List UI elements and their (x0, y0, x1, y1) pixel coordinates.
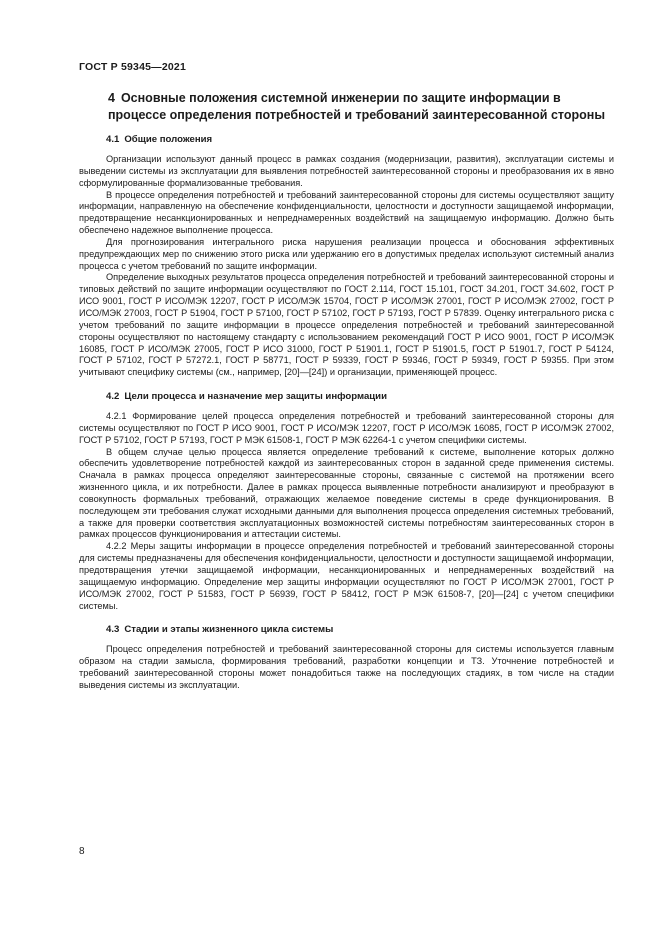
paragraph: В общем случае целью процесса является определение требований к системе, выполнение которых должно обеспечить удовлетворение потребностей каждой из заинтересованных сторон в заданной среде применения системы. Сначала в рамках процесса определяют заинтересованные стороны, связанные с системой на протяжении всего жизненного цикла, и их потребности. Далее в рамках процесса выявленные потребности анализируют и преобразуют в совокупность формальных требований, отражающих желаемое поведение системы в среде функционирования. В последующем эти требования служат исходными данными для выполнения процесса определения системных требований, а также для проверки соответствия эксплуатационных возможностей системы потребностям заинтересованных сторон в рамках процессов функционирования и аттестации системы. (79, 446, 614, 540)
subsection-title: Цели процесса и назначение мер защиты информации (124, 391, 387, 403)
paragraph: Для прогнозирования интегрального риска нарушения реализации процесса и обоснования эффективных предупреждающих мер по снижению этого риска или удержанию его в допустимых пределах используют системный анализ процесса с учетом требований по защите информации. (79, 236, 614, 271)
paragraph: Организации используют данный процесс в рамках создания (модернизации, развития), эксплуатации системы и выведении системы из эксплуатации для выявления потребностей заинтересованной стороны и преобразования их в явно сформулированные формализованные требования. (79, 154, 614, 188)
section-number: 4 (108, 91, 115, 105)
subsection-title: Общие положения (124, 134, 213, 145)
document-header: ГОСТ Р 59345—2021 (79, 61, 187, 73)
paragraph: 4.2.1 Формирование целей процесса определения потребностей и требований заинтересованной стороны для системы осуществляют по ГОСТ Р ИСО 9001, ГОСТ Р ИСО/МЭК 12207, ГОСТ Р ИСО/МЭК 16085, ГОСТ Р ИСО/МЭК 27002, ГОСТ Р 57102, ГОСТ Р 57193, ГОСТ Р МЭК 61508-1, ГОСТ Р МЭК 62264-1 с учетом специфики системы. (79, 411, 614, 445)
section-title-text: Основные положения системной инженерии по защите информации в процессе определения потребностей и требований заинтересованной стороны (108, 91, 605, 122)
paragraph: 4.2.2 Меры защиты информации в процессе определения потребностей и требований заинтересованной стороны для системы предназначены для обеспечения конфиденциальности, целостности и доступности защищаемой информации, предотвращения утечки защищаемой информации, несанкционированных и непреднамеренных воздействий на защищаемую информацию. Определение мер защиты информации осуществляют по ГОСТ Р ИСО/МЭК 27001, ГОСТ Р ИСО/МЭК 27002, ГОСТ Р 51583, ГОСТ Р 56939, ГОСТ Р 58412, ГОСТ Р МЭК 61508-7, [20]—[24] с учетом специфики системы. (79, 541, 614, 611)
subsection-heading-4-1 (106, 134, 614, 146)
subsection-title: Стадии и этапы жизненного цикла системы (124, 624, 334, 636)
subsection-number: 4.2 (106, 391, 120, 403)
subsection-number: 4.1 (106, 134, 120, 145)
document-body (79, 90, 614, 692)
subsection-heading-4-3 (106, 624, 614, 636)
subsection-number: 4.3 (106, 624, 120, 636)
paragraph: В процессе определения потребностей и требований заинтересованной стороны для системы осуществляют защиту информации, направленную на обеспечение конфиденциальности, целостности и доступности защищаемой информации, предотвращение несанкционированных и непреднамеренных воздействий на защищаемую информацию. Должно быть обеспечено надежное выполнение процесса. (79, 189, 614, 236)
page-number: 8 (79, 846, 85, 857)
paragraph: Процесс определения потребностей и требований заинтересованной стороны для системы используется главным образом на стадии замысла, формирования требований, разработки концепции и ТЗ. Уточнение потребностей и требований заинтересованной стороны может понадобиться также на последующих стадиях, в том числе на стадии выведения системы из эксплуатации. (79, 644, 614, 690)
section-title (108, 90, 614, 123)
paragraph: Определение выходных результатов процесса определения потребностей и требований заинтересованной стороны и типовых действий по защите информации осуществляют по ГОСТ 2.114, ГОСТ 15.101, ГОСТ 34.201, ГОСТ 34.602, ГОСТ Р ИСО 9001, ГОСТ Р ИСО/МЭК 12207, ГОСТ Р ИСО/МЭК 15704, ГОСТ Р ИСО/МЭК 27001, ГОСТ Р ИСО/МЭК 27002, ГОСТ Р ИСО/МЭК 27003, ГОСТ Р 51904, ГОСТ Р 57100, ГОСТ Р 57102, ГОСТ Р 57193, ГОСТ Р 57839. Оценку интегрального риска с учетом требований по защите информации в процессе определения потребностей и требований заинтересованной стороны осуществляют по настоящему стандарту с использованием рекомендаций ГОСТ Р ИСО 9001, ГОСТ Р ИСО/МЭК 16085, ГОСТ Р ИСО/МЭК 27005, ГОСТ Р ИСО 31000, ГОСТ Р 51901.1, ГОСТ Р 51901.5, ГОСТ Р 51901.7, ГОСТ Р 54124, ГОСТ Р 57102, ГОСТ Р 57272.1, ГОСТ Р 58771, ГОСТ Р 59339, ГОСТ Р 59346, ГОСТ Р 59349, ГОСТ Р 59355. При этом учитывают специфику системы (см., например, [20]—[24]) и организации, применяющей процесс. (79, 272, 614, 378)
subsection-heading-4-2 (106, 391, 614, 403)
